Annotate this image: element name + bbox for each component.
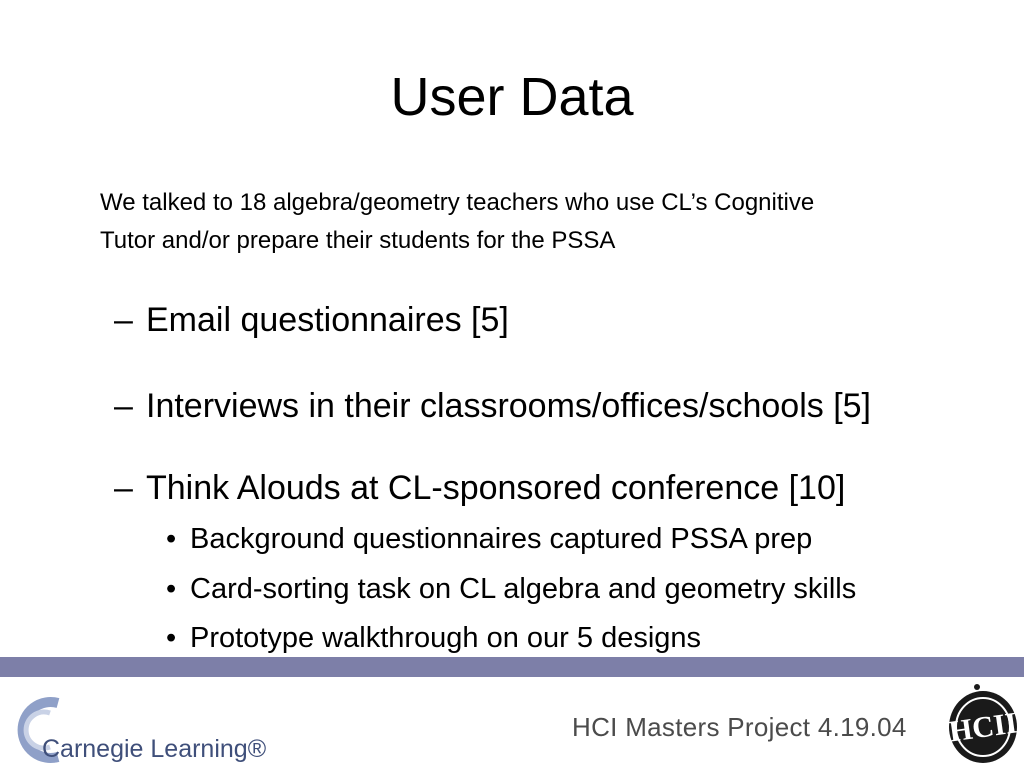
svg-text:HCII: HCII (946, 706, 1020, 749)
sub-bullet-text: Background questionnaires captured PSSA prep (190, 523, 813, 555)
bullet-item (114, 466, 845, 510)
sub-bullet-text: Prototype walkthrough on our 5 designs (190, 622, 702, 654)
bullet-text: Interviews in their classrooms/offices/schools [5] (146, 387, 871, 425)
intro-line-2: Tutor and/or prepare their students for the PSSA (100, 227, 616, 254)
sub-bullet-item (166, 570, 856, 608)
sub-bullet-item (166, 619, 701, 657)
dash-marker: – (114, 301, 133, 339)
bullet-item (114, 298, 509, 342)
bullet-item (114, 384, 871, 428)
carnegie-learning-logo (14, 695, 284, 763)
hcii-seal-icon (943, 681, 1021, 765)
project-label: HCI Masters Project 4.19.04 (572, 712, 907, 742)
carnegie-learning-logo-text: Carnegie Learning® (42, 735, 267, 763)
dash-marker: – (114, 469, 133, 507)
bullet-dot: • (166, 523, 177, 555)
hcii-logo (943, 681, 1021, 765)
bullet-text: Think Alouds at CL-sponsored conference [10] (146, 469, 846, 507)
bullet-dot: • (166, 622, 177, 654)
bullet-text: Email questionnaires [5] (146, 301, 509, 339)
dash-marker: – (114, 387, 133, 425)
sub-bullet-item (166, 520, 812, 558)
slide-title: User Data (390, 67, 634, 127)
footer (0, 677, 1024, 768)
sub-bullet-text: Card-sorting task on CL algebra and geometry skills (190, 573, 857, 605)
bullet-dot: • (166, 573, 177, 605)
intro-line-1: We talked to 18 algebra/geometry teachers who use CL’s Cognitive (100, 189, 815, 216)
footer-band (0, 657, 1024, 677)
